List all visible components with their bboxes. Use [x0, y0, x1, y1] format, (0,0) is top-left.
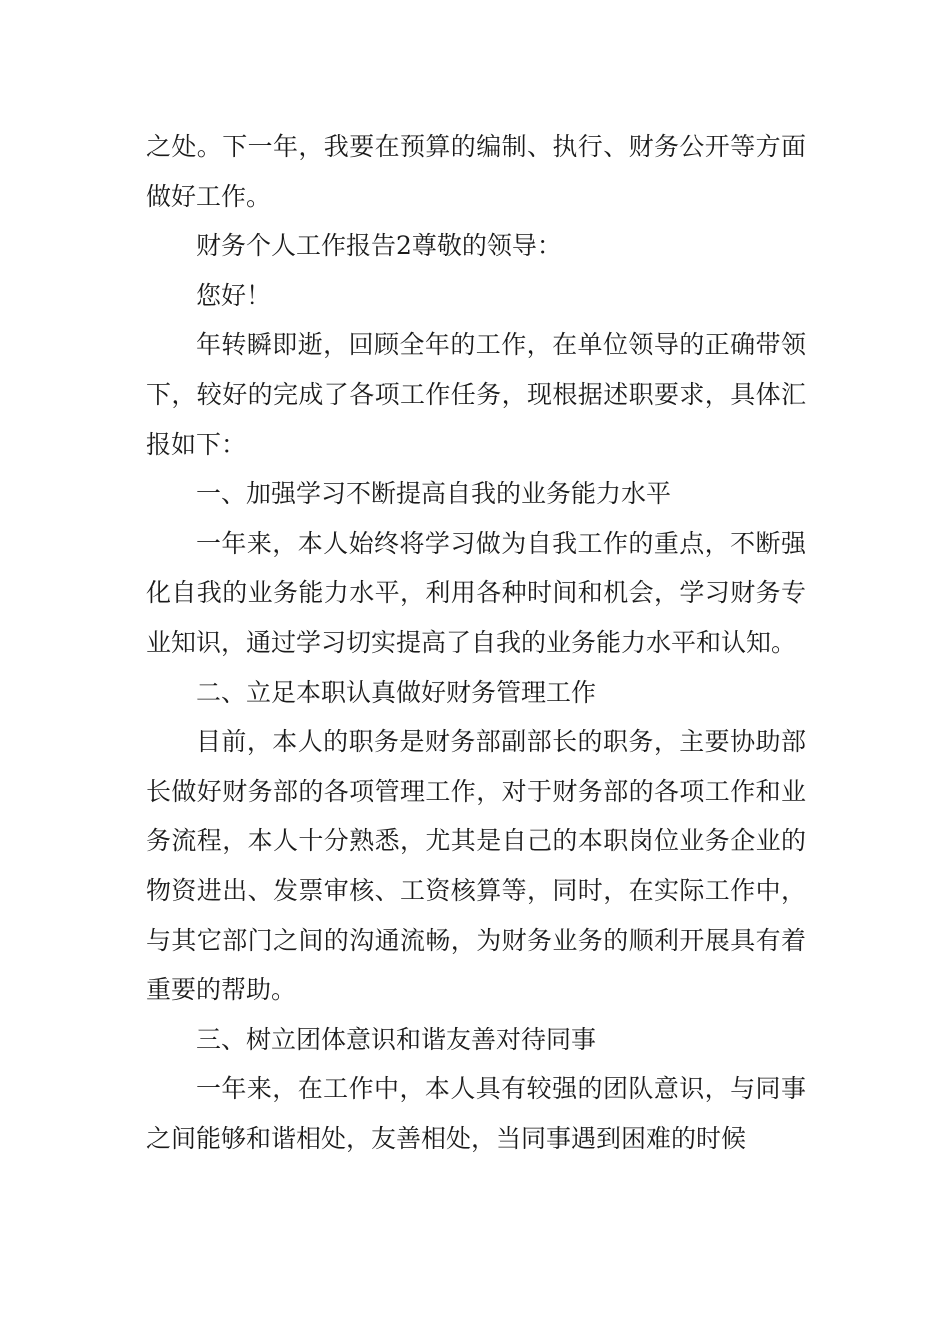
section-heading-2: 二、立足本职认真做好财务管理工作: [196, 677, 597, 707]
document-body: [146, 122, 806, 1163]
paragraph-continuation: 之处。下一年，我要在预算的编制、执行、财务公开等方面做好工作。: [146, 132, 806, 211]
section-heading-1: 一、加强学习不断提高自我的业务能力水平: [196, 479, 672, 509]
paragraph-greeting: 您好！: [196, 280, 272, 310]
paragraph-section-2: 目前，本人的职务是财务部副部长的职务，主要协助部长做好财务部的各项管理工作，对于财务部的各项工作和业务流程，本人十分熟悉，尤其是自己的本职岗位业务企业的物资进出、发票审核、工资核算等，同时，在实际工作中，与其它部门之间的沟通流畅，为财务业务的顺利开展具有着重要的帮助。: [146, 727, 806, 1005]
section-heading-3: 三、树立团体意识和谐友善对待同事: [196, 1024, 597, 1054]
paragraph-section-1: 一年来，本人始终将学习做为自我工作的重点，不断强化自我的业务能力水平，利用各种时间和机会，学习财务专业知识，通过学习切实提高了自我的业务能力水平和认知。: [146, 528, 806, 657]
paragraph-section-3: 一年来，在工作中，本人具有较强的团队意识，与同事之间能够和谐相处，友善相处，当同事遇到困难的时候: [146, 1074, 806, 1153]
paragraph-intro: 年转瞬即逝，回顾全年的工作，在单位领导的正确带领下，较好的完成了各项工作任务，现根据述职要求，具体汇报如下：: [146, 330, 806, 459]
paragraph-report-heading: 财务个人工作报告2尊敬的领导：: [196, 231, 562, 261]
